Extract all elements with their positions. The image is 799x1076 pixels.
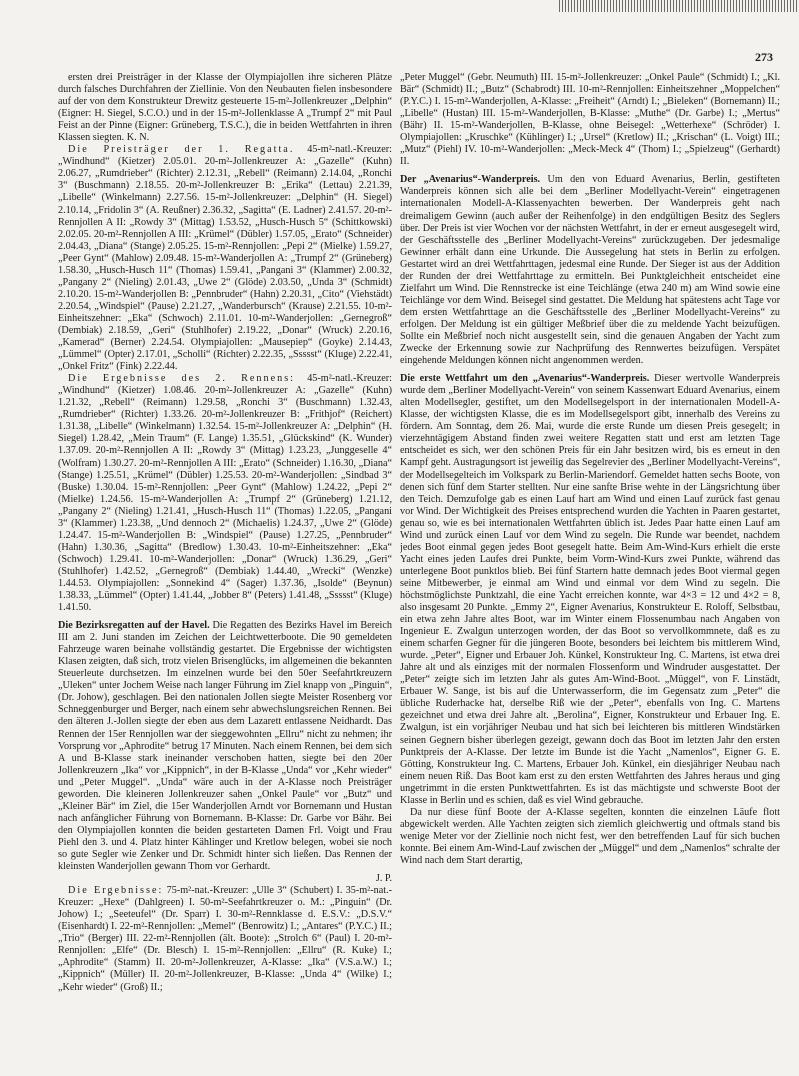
right-column: „Peter Muggel“ (Gebr. Neumuth) III. 15-m²-Jollenkreuzer: „Onkel Paule“ (Schmidt) I.; „Kl. Bär“ (Schmidt) II.; „Butz“ (Schabrodt) III. 10-m²-Rennjollen: Einheitszehner „Moppelchen“ (P.Y.C.) I. 15-m²-Wanderjollen, A-Klasse: „Freiheit“ (Arndt) I.; „Bieleken“ (Bornemann) II.; „Libelle“ (Hustan) III. 15-m²-Wanderjollen, B-Klasse: „Muthe“ (Dr. Garbe) I.; „Mertus“ (Bähr) II. 15-m²-Wanderjollen, B-Klasse, ohne Beisegel: „Wetterhexe“ (Schröder) I. Olympiajollen: „Kruschke“ (Kühlinger) I.; „Ursel“ (Kretlow) II.; „Krischan“ (L. Voigt) III.; „Mutz“ (Piehl) IV. 10-m²-Wanderjollen: „Meck-Meck 4“ (Thom) I.; „Spielzeug“ (Gerhardt) II. Der „Avenarius“-Wanderpreis. Um den von Eduard Avenarius, Berlin, gestifteten Wanderpreis können sich alle bei dem „Berliner Modellyacht-Verein“ eingetragenen internationalen Modell-A-Klassenyachten bewerben. Der Wanderpreis geht nach dreimaligem Gewinn (auch außer der Reihenfolge) in den endgültigen Besitz des Seglers über. Der Preis ist vier Wochen vor der nächsten Wettfahrt, in der er erneut ausgesegelt wird, der Geschäftsstelle des „Berliner Modellyacht-Vereins“ zurückzugeben. Der jedesmalige Gewinner erhält dann eine Urkunde. Die Aussegelung hat stets in Berlin zu erfolgen. Gestartet wird an drei Wettfahrttagen, jedesmal eine Runde. Der Sieger ist aus der Addition der Runden der drei Wettfahrttage zu ermitteln. Bei Punktgleichheit entscheidet eine Zielfahrt um Wind. Die Rennstrecke ist eine Teichlänge (etwa 240 m) am Wind sowie eine Teichlänge vor dem Wind. Beisegel sind gestattet. Die Meldung hat spätestens acht Tage vor dem ersten Wettfahrttage an die Geschäftsstelle des „Berliner Modellyacht-Vereins“ zu erfolgen. Der Meldung ist ein gültiger Meßbrief über die zu meldende Yacht beizufügen. Sollte ein Meßbrief noch nicht ausgestellt sein, sind die genauen Angaben der Yacht zum Zwecke der Erkennung sowie zur Nachprüfung des Rennwertes beizufügen. Verspätet eingehende Meldungen können nicht angenommen werden. Die erste Wettfahrt um den „Avenarius“-Wanderpreis. Dieser wertvolle Wanderpreis wurde dem „Berliner Modellyacht-Verein“ von seinem Kassenwart Eduard Avenarius, einem alten Modellsegler, gestiftet, um den Modellsegelsport in der internationalen Modell-A-Klasse, der wichtigsten Klasse, die es im Modellsegelsport gibt, innerhalb des Vereins zu fördern. Am Sonntag, dem 26. Mai, wurde die erste Runde um diesen Preis gesegelt; in vierzehntägigem Abstand finden zwei weitere Regatten statt und erst am letzten Tage entscheidet es sich, wer den schönen Preis für ein Jahr besitzen wird, bis es erneut in den Kampf geht. Austragungsort ist jeweilig das Segelrevier des „Berliner Modellyacht-Vereins“, der Modellsegelteich im Volkspark zu Berlin-Mariendorf. Gemeldet hatten sechs Boote, von denen sich fünf dem Starter stellten. Nur eine sanfte Brise wehte in der Längsrichtung über den Teich. Demzufolge gab es einen Lauf hart am Wind und einen Lauf zurück fast genau vor Wind. Der Wichtigkeit des Preises entsprechend wurden die Yachten in Paaren gestartet, genau so, wie es bei internationalen Wettfahrten üblich ist. Jedes Paar hatte einen Lauf am Wind und zurück einen Lauf vor dem Wind zu segeln. Die Runde war beendet, nachdem jedes Boot einmal gegen jedes Boot gesegelt hatte. Beim Am-Wind-Kurs erhielt die erste Yacht eines jeden Laufes drei Punkte, beim Vorm-Wind-Kurs zwei Punkte, während das unterlegene Boot punktlos blieb. Bei fünf Startern hatte demnach jedes Boot viermal gegen seine Mitbewerber, je einmal am Wind und einmal vor dem Wind zu segeln. Die höchstmöglichste Punktzahl, die eine Yacht erreichen konnte, war 4×3 = 12 und 4×2 = 8, also insgesamt 20 Punkte. „Emmy 2“, Eigner Avenarius, Konstrukteur E. Roloff, Selbstbau, ein etwa zehn Jahre altes Boot, war im Winter einem Flossenumbau nach Angaben von Ingenieur E. Zwalgun unterzogen worden, der das Boot so vervollkommnete, daß es zu einem scharfen Gegner für die jüngeren Boote, besonders bei leichtem bis mittlerem Wind, wurde. „Peter“, Eigner und Erbauer Joh. Künkel, Konstrukteur Ing. C. Martens, ist etwa drei Jahre alt und als einziges mit der normalen Flossenform und Windruder ausgestattet. Der „Peter“ zeigte sich im letzten Jahr als gutes Am-Wind-Boot. „Müggel“, von F. Linstädt, Erbauer W. Sange, ist bis auf die Unterwasserform, die im Gegensatz zum „Peter“ die übliche Ruderhacke hat, derselbe Riß wie der „Peter“, ebenfalls von Ing. C. Martens gezeichnet und etwa drei Jahre alt. „Berolina“, Eigner, Konstrukteur und Erbauer Ing. E. Zwalgun, ist ein vorjähriger Neubau und hat sich bei leichteren bis mittleren Windstärken seinen Gegnern bisher überlegen gezeigt, gewann doch das Boot im letzten Jahr den ersten Punktpreis der A-Klasse. Der letzte im Bunde ist die Yacht „Namenlos“, Eigner G. E. Götting, Konstrukteur Ing. C. Martens, Erbauer Joh. Künkel, ein diesjähriger Neubau nach einem neuen Riß. Das Boot kam erst zu den ersten Wettfahrten des Jahres heraus und ging ungetrimmt in die ersten Punktwettfahrten. Es ist das mächtigste und schwerste Boot der Klasse in Berlin und es schien, daß es viel Wind gebrauche. Da nur diese fünf Boote der A-Klasse segelten, konnten die einzelnen Läufe flott abgewickelt werden. Alle Yachten zeigten sich ziemlich gleichwertig und oftmals stand bis wenige Meter vor der Ziellinie noch nicht fest, wer den betreffenden Lauf für sich buchen konnte. Bei einem Am-Wind-Lauf zwischen der „Müggel“ und dem „Namenlos“ schralte der Wind nach dem Start derartig,	[400, 72, 780, 866]
section-heading: Die Bezirksregatten auf der Havel.	[58, 620, 210, 632]
paragraph: Die Ergebnisse: 75-m²-nat.-Kreuzer: „Ulle 3“ (Schubert) I. 35-m²-nat.-Kreuzer: „Hexe“ (Dahlgreen) I. 50-m²-Seefahrtkreuzer o. M.: „Pinguin“ (Dr. Johow) I.; „Seeteufel“ (Dr. Sparr) I. 30-m²-Rennklasse d. E.S.V.: „D.S.V.“ (Eisenhardt) I. 22-m²-Rennjollen: „Memel“ (Benrowitz) I.; „Antares“ (P.Y.C.) II.; „Trio“ (Berger) III. 22-m²-Rennjollen (ält. Boote): „Strolch 6“ (Paul) I. 20-m²-Rennjollen: „Elfe“ (Dr. Blesch) I. 15-m²-Rennjollen: „Ellru“ (R. Kuke) I.; „Aphrodite“ (Stamm) II. 20-m²-Jollenkreuzer, A-Klasse: „Ika“ (V.S.a.W.) I.; „Kippnich“ (Müller) II. 20-m²-Jollenkreuzer, B-Klasse: „Unda 4“ (Wilke) I.; „Kehr wieder“ (Groß) II.;	[58, 885, 392, 993]
section-heading: Die erste Wettfahrt um den „Avenarius“-Wanderpreis.	[400, 373, 650, 385]
section-label: Die Ergebnisse:	[68, 885, 164, 897]
paragraph: ersten drei Preisträger in der Klasse der Olympiajollen ihre sicheren Plätze durch falsches Durchfahren der Ziellinie. Von den Neubauten fielen insbesondere auf der von dem Konstrukteur Drewitz gesteuerte 15-m²-Jollenkreuzer „Delphin“ (Eigner: H. Siegel, S.C.O.) und in der 15-m²-Jollenklasse A „Trumpf 2“ mit Paul Feist an der Pinne (Eigner: Grüneberg, T.S.C.), die in beiden Wettfahrten in ihren Klassen siegten. K. N.	[58, 72, 392, 144]
paragraph: Die Preisträger der 1. Regatta. 45-m²-natl.-Kreuzer: „Windhund“ (Kietzer) 2.05.01. 20-m²-Jollenkreuzer A: „Gazelle“ (Kuhn) 2.06.27, „Rumdrieber“ (Richter) 2.12.31, „Rebell“ (Reimann) 2.14.04, „Ronchi 3“ (Buschmann) 2.18.55. 20-m²-Jollenkreuzer B: „Erika“ (Lettau) 2.21.39, „Libelle“ (Winkelmann) 2.27.56. 15-m²-Jollenkreuzer: „Delphin“ (H. Siegel) 2.10.14, „Fridolin 3“ (A. Reußner) 2.36.32, „Sagitta“ (E. Ladner) 2.41.57. 20-m²-Rennjollen A II: „Rowdy 3“ (Mittag) 1.53.52, „Husch-Husch 5“ (Schittkowski) 2.02.05. 20-m²-Rennjollen A III: „Krümel“ (Dübler) 1.57.05, „Erato“ (Schneider) 2.04.43, „Diana“ (Stange) 2.05.25. 15-m²-Rennjollen: „Pepi 2“ (Mielke) 1.59.27, „Peer Gynt“ (Mahlow) 2.09.48. 15-m²-Wanderjollen A: „Trumpf 2“ (Grüneberg) 1.58.30, „Husch-Husch 11“ (Thomas) 1.59.41, „Pangani 3“ (Klammer) 2.00.32, „Pangany 2“ (Nieling) 2.01.43, „Uwe 2“ (Glöde) 2.03.50, „Unda 3“ (Schmidt) 2.10.20. 15-m²-Wanderjollen B: „Pennbruder“ (Hahn) 2.20.31, „Cito“ (Viehstädt) 2.20.54, „Windspiel“ (Pause) 2.21.27, „Wanderbursch“ (Krause) 2.21.55. 10-m²-Einheitszehner: „Eka“ (Schwoch) 2.11.01. 10-m²-Wanderjollen: „Gernegroß“ (Dembiak) 2.18.59, „Geri“ (Stuhlhofer) 2.19.22, „Donar“ (Wruck) 2.20.16, „Kamerad“ (Berner) 2.24.54. Olympiajollen: „Mausepiep“ (Goyke) 2.14.43, „Lümmel“ (Opter) 2.17.01, „Scholli“ (Richter) 2.22.35, „Ssssst“ (Kluge) 2.22.41, „Onkel Fritz“ (Fink) 2.22.44.	[58, 144, 392, 373]
section-label: Die Ergebnisse des 2. Rennens:	[68, 373, 296, 385]
section-heading: Der „Avenarius“-Wanderpreis.	[400, 174, 541, 186]
left-column: ersten drei Preisträger in der Klasse der Olympiajollen ihre sicheren Plätze durch falsches Durchfahren der Ziellinie. Von den Neubauten fielen insbesondere auf der von dem Konstrukteur Drewitz gesteuerte 15-m²-Jollenkreuzer „Delphin“ (Eigner: H. Siegel, S.C.O.) und in der 15-m²-Jollenklasse A „Trumpf 2“ mit Paul Feist an der Pinne (Eigner: Grüneberg, T.S.C.), die in beiden Wettfahrten in ihren Klassen siegten. K. N. Die Preisträger der 1. Regatta. 45-m²-natl.-Kreuzer: „Windhund“ (Kietzer) 2.05.01. 20-m²-Jollenkreuzer A: „Gazelle“ (Kuhn) 2.06.27, „Rumdrieber“ (Richter) 2.12.31, „Rebell“ (Reimann) 2.14.04, „Ronchi 3“ (Buschmann) 2.18.55. 20-m²-Jollenkreuzer B: „Erika“ (Lettau) 2.21.39, „Libelle“ (Winkelmann) 2.27.56. 15-m²-Jollenkreuzer: „Delphin“ (H. Siegel) 2.10.14, „Fridolin 3“ (A. Reußner) 2.36.32, „Sagitta“ (E. Ladner) 2.41.57. 20-m²-Rennjollen A II: „Rowdy 3“ (Mittag) 1.53.52, „Husch-Husch 5“ (Schittkowski) 2.02.05. 20-m²-Rennjollen A III: „Krümel“ (Dübler) 1.57.05, „Erato“ (Schneider) 2.04.43, „Diana“ (Stange) 2.05.25. 15-m²-Rennjollen: „Pepi 2“ (Mielke) 1.59.27, „Peer Gynt“ (Mahlow) 2.09.48. 15-m²-Wanderjollen A: „Trumpf 2“ (Grüneberg) 1.58.30, „Husch-Husch 11“ (Thomas) 1.59.41, „Pangani 3“ (Klammer) 2.00.32, „Pangany 2“ (Nieling) 2.01.43, „Uwe 2“ (Glöde) 2.03.50, „Unda 3“ (Schmidt) 2.10.20. 15-m²-Wanderjollen B: „Pennbruder“ (Hahn) 2.20.31, „Cito“ (Viehstädt) 2.20.54, „Windspiel“ (Pause) 2.21.27, „Wanderbursch“ (Krause) 2.21.55. 10-m²-Einheitszehner: „Eka“ (Schwoch) 2.11.01. 10-m²-Wanderjollen: „Gernegroß“ (Dembiak) 2.18.59, „Geri“ (Stuhlhofer) 2.19.22, „Donar“ (Wruck) 2.20.16, „Kamerad“ (Berner) 2.24.54. Olympiajollen: „Mausepiep“ (Goyke) 2.14.43, „Lümmel“ (Opter) 2.17.01, „Scholli“ (Richter) 2.22.35, „Ssssst“ (Kluge) 2.22.41, „Onkel Fritz“ (Fink) 2.22.44. Die Ergebnisse des 2. Rennens: 45-m²-natl.-Kreuzer: „Windhund“ (Kietzer) 1.08.46. 20-m²-Jollenkreuzer A: „Gazelle“ (Kuhn) 1.21.32, „Rebell“ (Reimann) 1.29.58, „Ronchi 3“ (Buschmann) 1.32.43, „Rumdrieber“ (Richter) 1.33.26. 20-m²-Jollenkreuzer B: „Frithjof“ (Reichert) 1.31.38, „Libelle“ (Winkelmann) 1.32.54. 15-m²-Jollenkreuzer A: „Delphin“ (H. Siegel) 1.28.42, „Mein Traum“ (F. Lange) 1.35.51, „Glückskind“ (K. Wunder) 1.37.09. 20-m²-Rennjollen A II: „Rowdy 3“ (Mittag) 1.23.23, „Junggeselle 4“ (Wolfram) 1.30.27. 20-m²-Rennjollen A III: „Erato“ (Schneider) 1.16.30, „Diana“ (Stange) 1.25.51, „Krümel“ (Dübler) 1.25.53. 20-m²-Wanderjollen: „Sindbad 3“ (Buske) 1.30.04. 15-m²-Rennjollen: „Peer Gynt“ (Mahlow) 1.24.22, „Pepi 2“ (Mielke) 1.24.56. 15-m²-Wanderjollen A: „Trumpf 2“ (Grüneberg) 1.21.12, „Pangany 2“ (Nieling) 1.21.41, „Husch-Husch 11“ (Thomas) 1.22.05, „Pangani 3“ (Klammer) 1.23.38, „Und dennoch 2“ (Michaelis) 1.24.37, „Uwe 2“ (Glöde) 1.24.47. 15-m²-Wanderjollen B: „Windspiel“ (Pause) 1.27.25, „Pennbruder“ (Hahn) 1.30.36, „Sagitta“ (Bredlow) 1.30.43. 10-m²-Einheitszehner: „Eka“ (Schwoch) 1.29.41. 10-m²-Wanderjollen: „Donar“ (Wruck) 1.36.29, „Geri“ (Stuhlhofer) 1.42.52, „Gernegroß“ (Dembiak) 1.44.40, „Wrecki“ (Wenzke) 1.44.53. Olympiajollen: „Sonnekind 4“ (Sager) 1.37.36, „Isolde“ (Beynun) 1.38.33, „Lümmel“ (Opter) 1.41.44, „Jobber 8“ (Peters) 1.41.48, „Ssssst“ (Kluge) 1.41.50. Die Bezirksregatten auf der Havel. Die Regatten des Bezirks Havel im Bereich III am 2. Juni standen im Zeichen der Leichtwetterboote. Die 90 gemeldeten Fahrzeuge waren beinahe vollständig gestartet. Die Ergebnisse der wichtigsten Klasen zeigten, daß sich, trotz vielen Brisenglücks, im allgemeinen die bekannten Steuerleute durchsetzen. Im einzelnen wurde bei den 50er Seefahrtkreuzern „Uleken“ unter Jochem Weise nach langer Führung im Ziel knapp von „Pinguin“, (Dr. Johow), geschlagen. Bei den nationalen Jollen siegte Meister Rosenberg vor Schneggenburger und Berger, nach einem sehr abwechslungsreichen Rennen. Bei den älteren J.-Jollen siegte der eben aus dem Lazarett entlassene Neidhardt. Das Rennen der 15er Rennjollen war der sieggewohnten „Ellru“ nicht zu nehmen; ihr Vorsprung vor „Aphrodite“ betrug 17 Minuten. Nach einem Rennen, bei dem sich A und B-Klasse stark ineinander verschoben hatten, siegte bei den 20er Jollenkreuzern „Ika“ vor „Kippnich“, in der B-Klasse „Unda“ vor „Kehr wieder“ und „Peter Muggel“. „Unda“ wäre auch in der A-Klasse noch Preisträger geworden. Die kleineren Jollenkreuzer sahen „Onkel Paule“ vor „Butz“ und „Kleiner Bär“ im Ziel, die 15er Wanderjollen Arndt vor Bornemann und Hustan nach anfänglicher Führung von Bornemann. B-Klasse: Dr. Garbe vor Bähr. Bei den Olympiajollen konnten die beiden gestarteten Damen Frl. Voigt und Frau Piehl den 3. und 4. Platz hinter Kählinger und Kretlow belegen, wobei sie noch so gute Segler wie Zenker und Dr. Schmidt hinter sich ließen. Das Rennen der kleinsten Wanderjollen gewann Thom vor Gerhardt. J. P. Die Ergebnisse: 75-m²-nat.-Kreuzer: „Ulle 3“ (Schubert) I. 35-m²-nat.-Kreuzer: „Hexe“ (Dahlgreen) I. 50-m²-Seefahrtkreuzer o. M.: „Pinguin“ (Dr. Johow) I.; „Seeteufel“ (Dr. Sparr) I. 30-m²-Rennklasse d. E.S.V.: „D.S.V.“ (Eisenhardt) I. 22-m²-Rennjollen: „Memel“ (Benrowitz) I.; „Antares“ (P.Y.C.) II.; „Trio“ (Berger) III. 22-m²-Rennjollen (ält. Boote): „Strolch 6“ (Paul) I. 20-m²-Rennjollen: „Elfe“ (Dr. Blesch) I. 15-m²-Rennjollen: „Ellru“ (R. Kuke) I.; „Aphrodite“ (Stamm) II. 20-m²-Jollenkreuzer, A-Klasse: „Ika“ (V.S.a.W.) I.; „Kippnich“ (Müller) II. 20-m²-Jollenkreuzer, B-Klasse: „Unda 4“ (Wilke) I.; „Kehr wieder“ (Groß) II.;	[58, 72, 392, 993]
section-label: Die Preisträger der 1. Regatta.	[68, 144, 295, 156]
page-number: 273	[755, 50, 773, 64]
author-sign: J. P.	[375, 873, 392, 885]
paragraph: Da nur diese fünf Boote der A-Klasse segelten, konnten die einzelnen Läufe flott abgewickelt werden. Alle Yachten zeigten sich ziemlich gleichwertig und oftmals stand bis wenige Meter vor der Ziellinie noch nicht fest, wer den betreffenden Lauf für sich buchen konnte. Bei einem Am-Wind-Lauf zwischen der „Müggel“ und dem „Namenlos“ schralte der Wind nach dem Start derartig,	[400, 806, 780, 866]
scan-edge-marks	[559, 0, 799, 12]
paragraph: Die Ergebnisse des 2. Rennens: 45-m²-natl.-Kreuzer: „Windhund“ (Kietzer) 1.08.46. 20-m²-Jollenkreuzer A: „Gazelle“ (Kuhn) 1.21.32, „Rebell“ (Reimann) 1.29.58, „Ronchi 3“ (Buschmann) 1.32.43, „Rumdrieber“ (Richter) 1.33.26. 20-m²-Jollenkreuzer B: „Frithjof“ (Reichert) 1.31.38, „Libelle“ (Winkelmann) 1.32.54. 15-m²-Jollenkreuzer A: „Delphin“ (H. Siegel) 1.28.42, „Mein Traum“ (F. Lange) 1.35.51, „Glückskind“ (K. Wunder) 1.37.09. 20-m²-Rennjollen A II: „Rowdy 3“ (Mittag) 1.23.23, „Junggeselle 4“ (Wolfram) 1.30.27. 20-m²-Rennjollen A III: „Erato“ (Schneider) 1.16.30, „Diana“ (Stange) 1.25.51, „Krümel“ (Dübler) 1.25.53. 20-m²-Wanderjollen: „Sindbad 3“ (Buske) 1.30.04. 15-m²-Rennjollen: „Peer Gynt“ (Mahlow) 1.24.22, „Pepi 2“ (Mielke) 1.24.56. 15-m²-Wanderjollen A: „Trumpf 2“ (Grüneberg) 1.21.12, „Pangany 2“ (Nieling) 1.21.41, „Husch-Husch 11“ (Thomas) 1.22.05, „Pangani 3“ (Klammer) 1.23.38, „Und dennoch 2“ (Michaelis) 1.24.37, „Uwe 2“ (Glöde) 1.24.47. 15-m²-Wanderjollen B: „Windspiel“ (Pause) 1.27.25, „Pennbruder“ (Hahn) 1.30.36, „Sagitta“ (Bredlow) 1.30.43. 10-m²-Einheitszehner: „Eka“ (Schwoch) 1.29.41. 10-m²-Wanderjollen: „Donar“ (Wruck) 1.36.29, „Geri“ (Stuhlhofer) 1.42.52, „Gernegroß“ (Dembiak) 1.44.40, „Wrecki“ (Wenzke) 1.44.53. Olympiajollen: „Sonnekind 4“ (Sager) 1.37.36, „Isolde“ (Beynun) 1.38.33, „Lümmel“ (Opter) 1.41.44, „Jobber 8“ (Peters) 1.41.48, „Ssssst“ (Kluge) 1.41.50.	[58, 373, 392, 614]
author-sign: K. N.	[126, 132, 150, 144]
paragraph: „Peter Muggel“ (Gebr. Neumuth) III. 15-m²-Jollenkreuzer: „Onkel Paule“ (Schmidt) I.; „Kl. Bär“ (Schmidt) II.; „Butz“ (Schabrodt) III. 10-m²-Rennjollen: Einheitszehner „Moppelchen“ (P.Y.C.) I. 15-m²-Wanderjollen, A-Klasse: „Freiheit“ (Arndt) I.; „Bieleken“ (Bornemann) II.; „Libelle“ (Hustan) III. 15-m²-Wanderjollen, B-Klasse: „Muthe“ (Dr. Garbe) I.; „Mertus“ (Bähr) II. 15-m²-Wanderjollen, B-Klasse, ohne Beisegel: „Wetterhexe“ (Schröder) I. Olympiajollen: „Kruschke“ (Kühlinger) I.; „Ursel“ (Kretlow) II.; „Krischan“ (L. Voigt) III.; „Mutz“ (Piehl) IV. 10-m²-Wanderjollen: „Meck-Meck 4“ (Thom) I.; „Spielzeug“ (Gerhardt) II.	[400, 72, 780, 168]
